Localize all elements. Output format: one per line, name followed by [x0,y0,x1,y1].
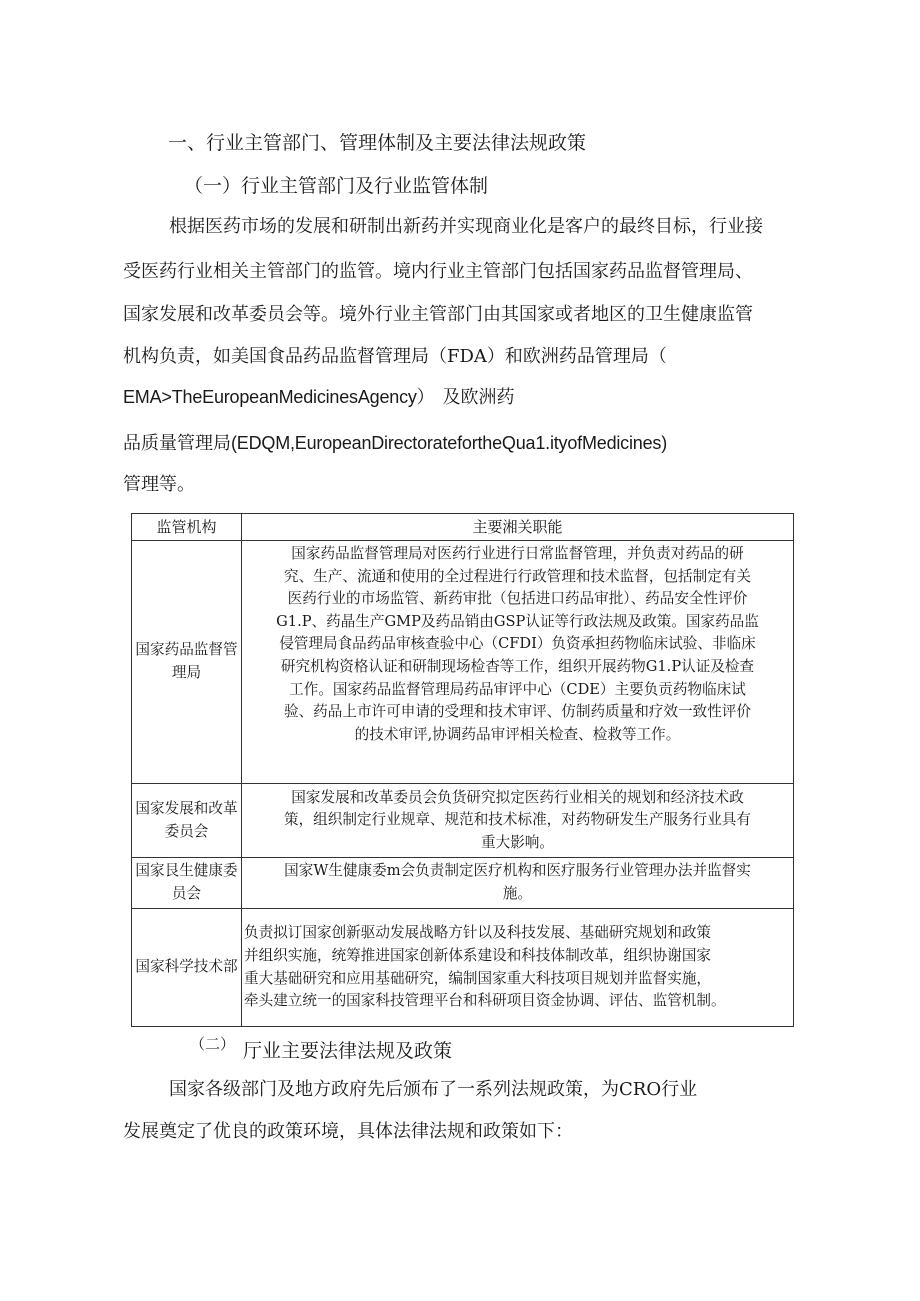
regulator-name: 国家艮生健康委员会 [132,858,242,909]
intro-line-6-cn: 品质量管理局 [123,433,231,454]
subsection-heading: （一）行业主管部门及行业监管体制 [184,175,489,197]
intro-line-7: 管理等。 [123,474,195,495]
table-row [132,784,794,858]
regulator-function: 国家药品监督管理局对医药行业进行日常监督管理，并负责对药品的研 究、生产、流通和使用的全过程进行行政管理和技术监督，包括制定有关 医药行业的市场监管、新药审批（包括进口药品审批）、药品安全性评价 G1.P、药晶生产GMP及药品销由GSP认证等行政法规及政策。国家药品监 侵管理局食品药品审核查验中心（CFDI）负资承担药物临床试验、非临床 研究机构资格认证和研制现场检杳等工作，组织开展药物G1.P认证及检查 工作。国家药品监督管理局药品审评中心（CDE）主要负贡药物临床试 验、药品上市许可申请的受理和技术审评、仿制药质量和疗效一致性评价 的技术审评,协调药品审评相关检查、检救等工作。 [242,541,794,784]
regulator-name: 国家药品监督管理局 [132,541,242,784]
regulator-function: 国家发展和改革委员会负货研究拟定医药行业相关的规划和经济技术政 策，组织制定行业规章、规范和技术标准，对药物研发生产服务行业具有 重大影响。 [242,784,794,858]
table-header-row [132,514,794,541]
intro-line-3: 国家发展和改革委员会等。境外行业主管部门由其国家或者地区的卫生健康监管 [123,304,753,325]
header-regulator: 监管机构 [132,514,242,541]
intro-line-1: 根据医药市场的发展和研制出新药并实现商业化是客户的最终目标，行业接 [169,216,763,237]
intro-line-5-cn: 及欧洲药 [442,387,515,408]
header-function: 主要湘关职能 [242,514,794,541]
regulator-name: 国家科学技术部 [132,909,242,1027]
closing-line-2: 发展奠定了优良的政策环境，具体法律法规和政策如下： [123,1121,573,1142]
intro-line-6 [123,429,667,455]
regulator-name: 国家发展和改革委员会 [132,784,242,858]
intro-line-5-latin: EMA>TheEuropeanMedicinesAgency） [123,387,435,407]
regulator-function: 国家W生健康委m会负责制定医疗机构和医疗服务行业管理办法并监督实 施。 [242,858,794,909]
table-row [132,909,794,1027]
regulator-function: 负责拟订国家创新驱动发展战略方针以及科技发展、基础研究规划和政策 并组织实施，统筹推进国家创新体系建设和科技体制改革，组织协谢国家 重大基础研究和应用基础研究，编制国家重大科技项目规划并监督实施， 牵头建立统一的国家科技管理平台和科研项目资金协调、评估、监管机制。 [242,909,794,1027]
intro-line-4: 机构负责，如美国食品药品监督管理局（FDA）和欧洲药品管理局（ [123,346,667,367]
table-row [132,858,794,909]
subsection-number: （二） [190,1035,236,1053]
subsection-title: 厅业主要法律法规及政策 [243,1040,453,1062]
intro-line-5 [123,383,514,409]
closing-line-1: 国家各级部门及地方政府先后颁布了一系列法规政策，为CRO行业 [169,1079,698,1100]
intro-line-6-latin: (EDQM,EuropeanDirectoratefortheQua1.ityofMedicines) [231,433,667,453]
regulator-table [131,513,794,1027]
section-heading: 一、行业主管部门、管理体制及主要法律法规政策 [168,132,587,154]
table-row [132,541,794,784]
intro-line-2: 受医药行业相关主管部门的监管。境内行业主管部门包括国家药品监督管理局、 [123,261,753,282]
